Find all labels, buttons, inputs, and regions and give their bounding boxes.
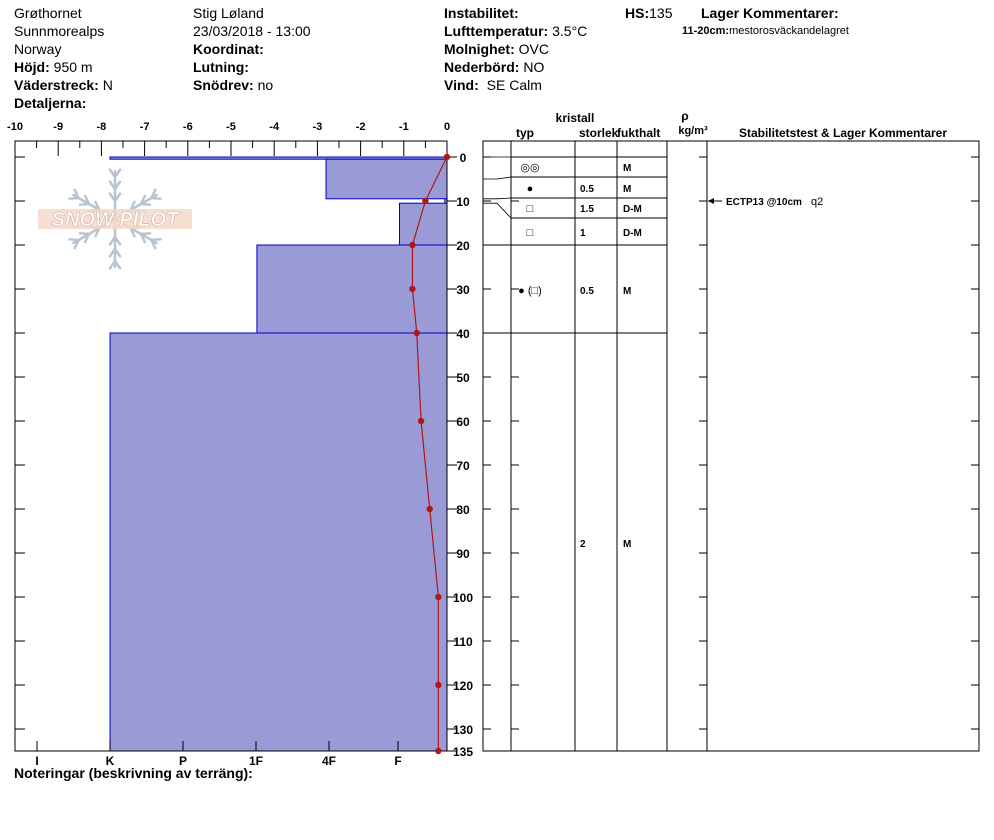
layer-grain-size: 0.5: [580, 184, 594, 195]
layer-grain-type: □: [526, 203, 534, 215]
layer-grain-size: 0.5: [580, 286, 594, 297]
datetime: 23/03/2018 - 13:00: [193, 23, 311, 39]
typ-header: typ: [516, 126, 534, 140]
elevation-label: Höjd:: [14, 59, 50, 75]
temperature-point: [427, 506, 433, 512]
logo-text: SNOW PILOT: [51, 209, 179, 231]
depth-tick-label: 135: [452, 745, 474, 759]
temperature-point: [435, 594, 441, 600]
instability-label: Instabilitet:: [444, 5, 519, 21]
temp-tick-label: -4: [269, 121, 280, 133]
drift-value: no: [257, 77, 274, 93]
region: Sunnmorealps: [14, 23, 105, 39]
layer-grain-size: 1: [580, 228, 586, 239]
temp-tick-label: -5: [226, 121, 236, 133]
stability-test-label: ECTP13 @10cm: [726, 197, 802, 208]
flake-branch: [151, 239, 160, 240]
temp-tick-label: -8: [96, 121, 107, 133]
hardness-bar: [257, 245, 447, 333]
layer-grain-size: 2: [580, 539, 586, 550]
layer-connector: [483, 198, 511, 199]
depth-tick-label: 130: [452, 723, 474, 737]
temperature-point: [418, 418, 424, 424]
drift-label: Snödrev:: [193, 77, 254, 93]
hardness-tick-label: I: [35, 754, 39, 768]
temperature-point: [414, 330, 420, 336]
rho-header: ρ: [681, 109, 689, 123]
layer-wetness: M: [623, 184, 632, 195]
location: Grøthornet: [14, 5, 82, 21]
storlek-header: storlek: [579, 126, 619, 140]
hs-label: HS:: [625, 5, 650, 21]
layer-comments-title: Lager Kommentarer:: [701, 5, 839, 21]
temperature-point: [422, 198, 428, 204]
hardness-tick-label: F: [394, 754, 402, 768]
flake-branch: [80, 204, 89, 205]
observer: Stig Løland: [193, 5, 264, 21]
stability-header: Stabilitetstest & Lager Kommentarer: [738, 126, 948, 140]
layer-grain-type: ◎◎: [520, 162, 540, 174]
snowpilot-logo: [38, 170, 192, 269]
aspect-label: Väderstreck:: [14, 77, 99, 93]
temp-tick-label: -10: [7, 121, 23, 133]
temp-tick-label: -2: [355, 121, 366, 133]
layer-wetness: D-M: [623, 228, 642, 239]
depth-tick-label: 100: [452, 591, 474, 605]
layer-wetness: M: [623, 163, 632, 174]
layer-grain-size: 1.5: [580, 204, 594, 215]
layer-wetness: M: [623, 286, 632, 297]
temperature-point: [409, 286, 415, 292]
temp-tick-label: -6: [182, 121, 193, 133]
depth-tick-label: 110: [453, 635, 473, 649]
temperature-point: [409, 242, 415, 248]
hardness-tick-label: P: [178, 754, 188, 768]
fukthalt-header: fukthalt: [617, 126, 661, 140]
layer-wetness: M: [623, 539, 632, 550]
depth-tick-label: 60: [456, 415, 470, 429]
hardness-tick-label: 4F: [321, 754, 337, 768]
depth-tick-label: 50: [456, 371, 470, 385]
precip-value: NO: [523, 59, 545, 75]
depth-tick-label: 120: [452, 679, 474, 693]
table-frame: [483, 141, 979, 751]
layer-comment-text: mestorosväckandelagret: [729, 25, 849, 37]
layer-table: [483, 141, 979, 751]
flake-branch: [151, 198, 160, 199]
aspect-value: N: [102, 77, 113, 93]
layer-connector: [483, 177, 511, 179]
depth-tick-label: 10: [456, 195, 470, 209]
density-unit-header: kg/m³: [678, 125, 708, 137]
flake-branch: [70, 239, 79, 240]
hardness-profile: [110, 157, 447, 751]
temperature-point: [435, 748, 441, 754]
temp-tick-label: 0: [443, 121, 451, 133]
temp-tick-label: -1: [398, 121, 409, 133]
cloud-value: OVC: [518, 41, 549, 57]
air-temp-label: Lufttemperatur:: [444, 23, 549, 39]
hardness-tick-label: K: [105, 754, 115, 768]
flake-branch: [70, 198, 79, 199]
layer-grain-type: ●: [526, 183, 534, 195]
depth-tick-label: 80: [456, 503, 470, 517]
elevation-value: 950 m: [53, 59, 93, 75]
kristall-header: kristall: [555, 111, 595, 125]
cloud-label: Molnighet:: [444, 41, 515, 57]
wind-value: SE Calm: [486, 77, 542, 93]
coordinate-label: Koordinat:: [193, 41, 264, 57]
flake-branch: [141, 204, 150, 205]
hardness-bar: [110, 333, 447, 751]
temp-tick-label: -3: [312, 121, 323, 133]
flake-branch: [141, 233, 150, 234]
temperature-point: [435, 682, 441, 688]
temp-tick-label: -7: [139, 121, 150, 133]
depth-tick-label: 40: [456, 327, 470, 341]
precip-label: Nederbörd:: [444, 59, 520, 75]
depth-tick-label: 0: [459, 151, 467, 165]
notes-label: Noteringar (beskrivning av terräng):: [14, 765, 253, 781]
layer-grain-type: ● (□): [518, 285, 542, 297]
depth-tick-label: 70: [456, 459, 470, 473]
flake-branch: [80, 233, 89, 234]
temp-tick-label: -9: [53, 121, 64, 133]
stability-arrowhead: [708, 198, 714, 204]
wind-label: Vind:: [444, 77, 479, 93]
hs-value: 135: [649, 5, 673, 21]
stability-test-quality: q2: [811, 196, 824, 208]
layer-connector: [483, 203, 511, 218]
layer-comment-depth: 11-20cm:: [682, 25, 730, 37]
layer-wetness: D-M: [623, 204, 642, 215]
hardness-tick-label: 1F: [248, 754, 264, 768]
depth-tick-label: 30: [456, 283, 470, 297]
depth-tick-label: 90: [456, 547, 470, 561]
temperature-point: [444, 154, 450, 160]
slope-label: Lutning:: [193, 59, 249, 75]
layer-grain-type: □: [526, 227, 534, 239]
country: Norway: [14, 41, 62, 57]
details-label: Detaljerna:: [14, 95, 87, 111]
depth-tick-label: 20: [456, 239, 470, 253]
air-temp-value: 3.5°C: [552, 23, 588, 39]
